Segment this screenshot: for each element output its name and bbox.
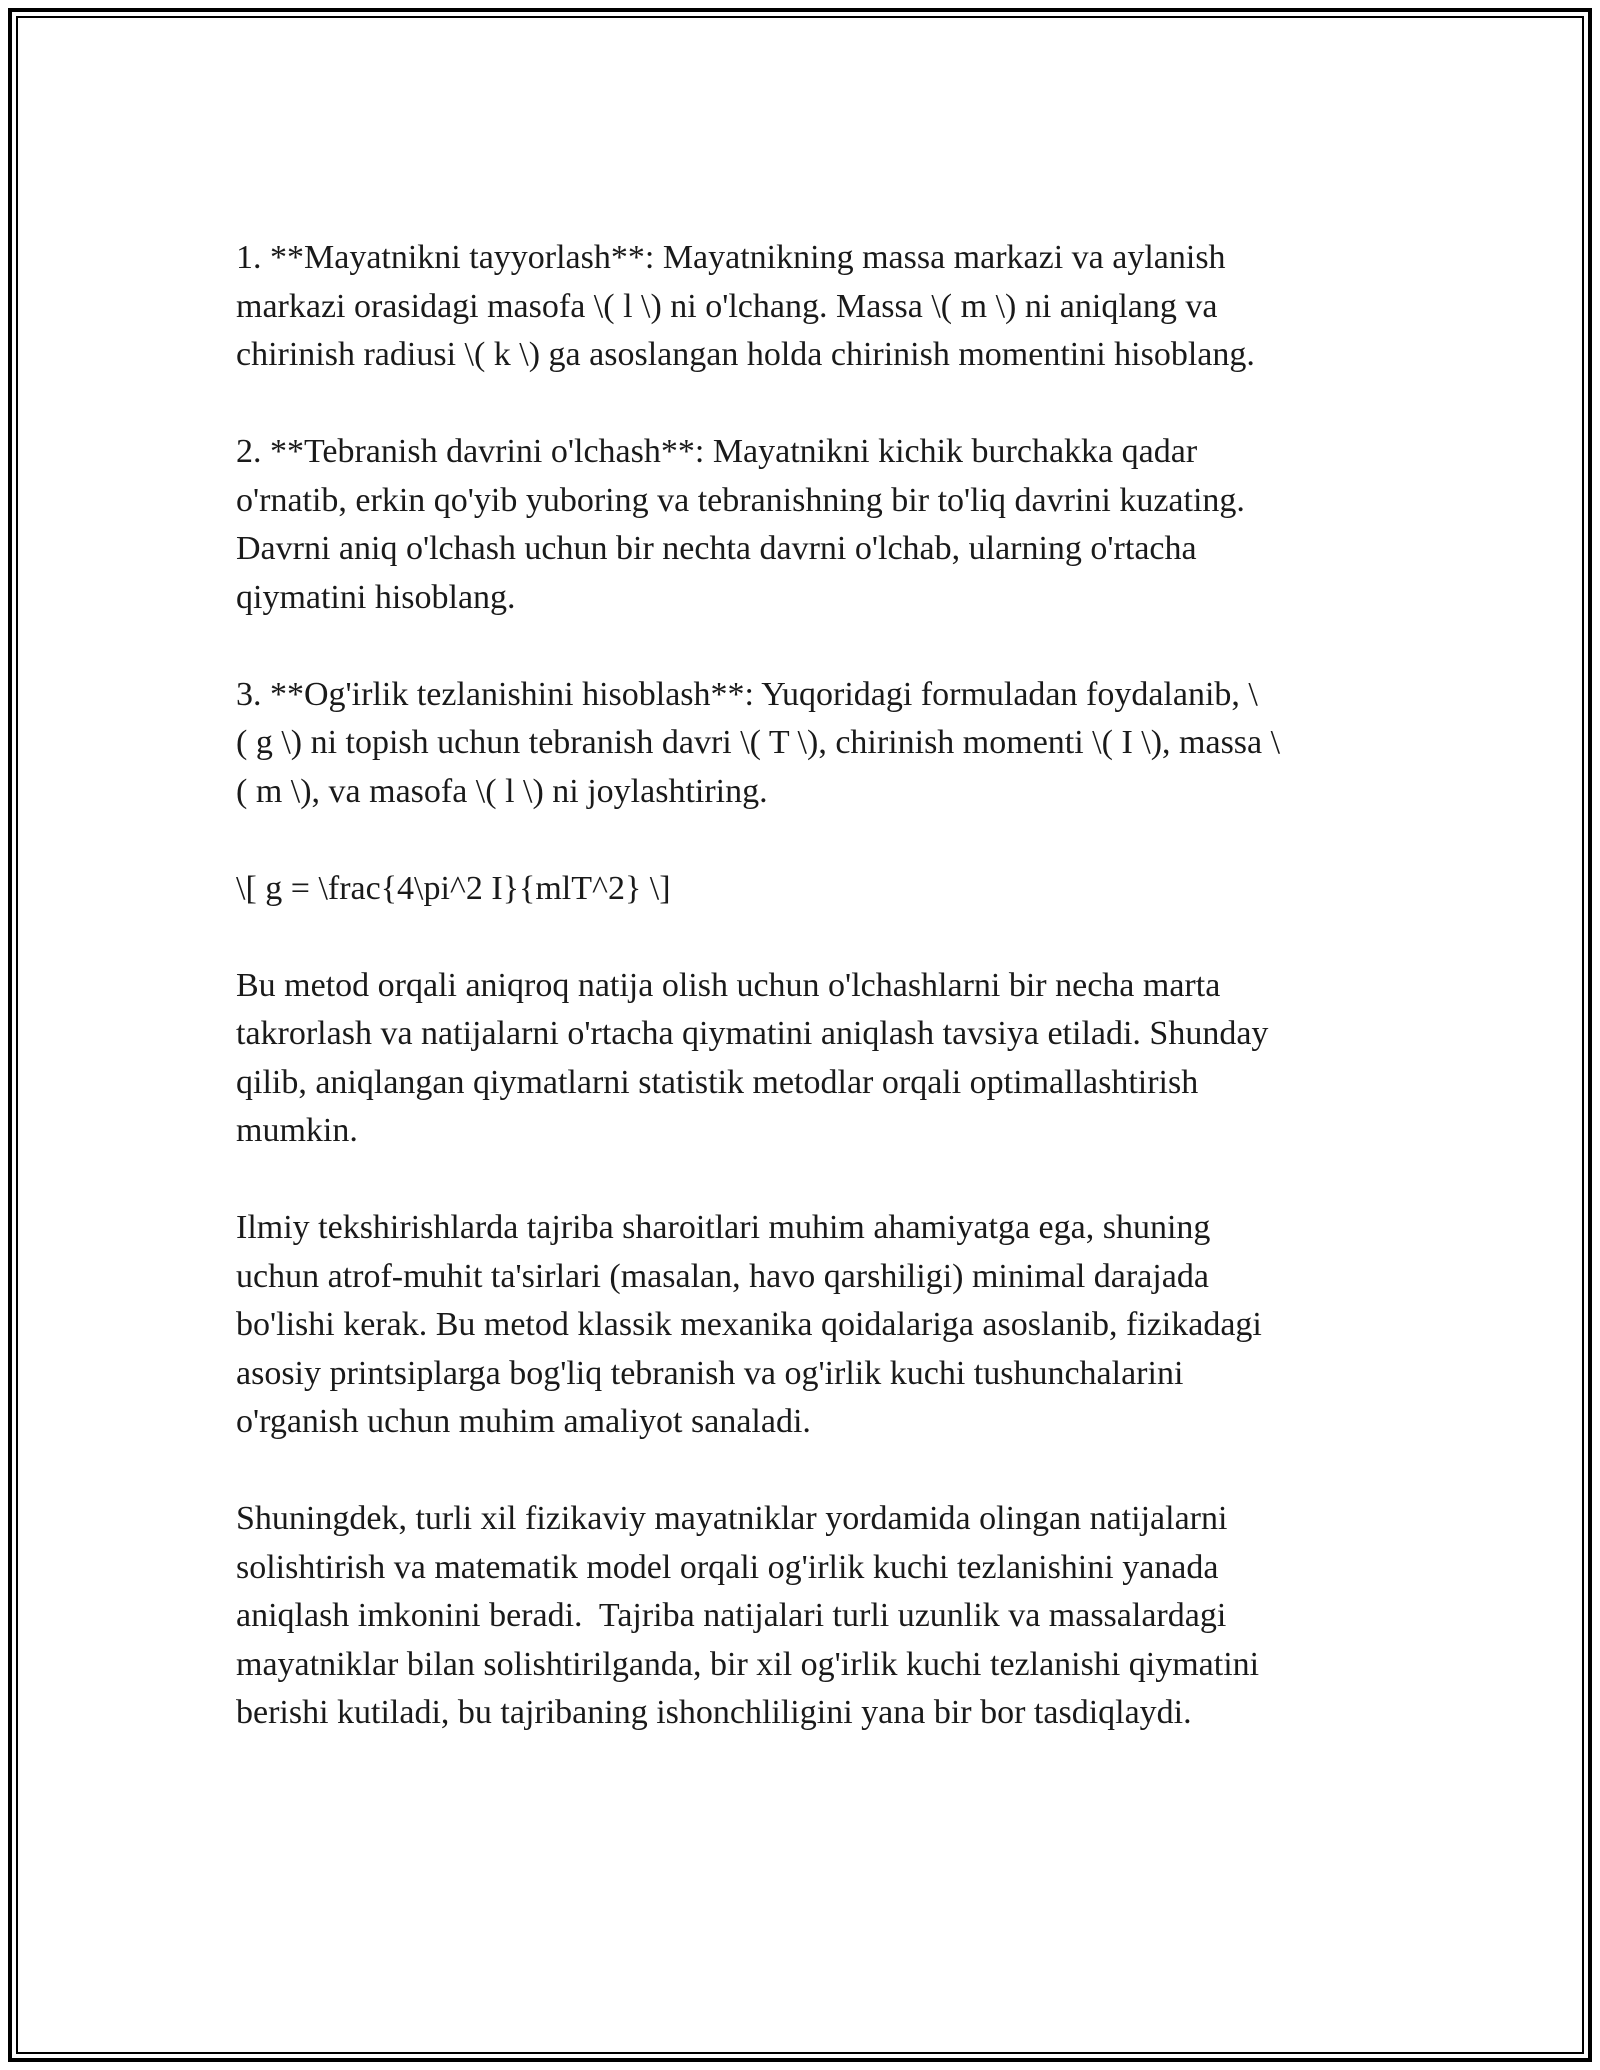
document-body	[236, 234, 1376, 1738]
paragraph-step-1: 1. **Mayatnikni tayyorlash**: Mayatnikning massa markazi va aylanish markazi orasidagi masofa \( l \) ni o'lchang. Massa \( m \) ni aniqlang va chirinish radiusi \( k \) ga asoslangan holda chirinish momentini hisoblang.	[236, 239, 1255, 373]
paragraph-conditions: Ilmiy tekshirishlarda tajriba sharoitlari muhim ahamiyatga ega, shuning uchun atrof-muhit ta'sirlari (masalan, havo qarshiligi) minimal darajada bo'lishi kerak. Bu metod klassik mexanika qoidalariga asoslanib, fizikadagi asosiy printsiplarga bog'liq tebranish va og'irlik kuchi tushunchalarini o'rganish uchun muhim amaliyot sanaladi.	[236, 1209, 1262, 1440]
paragraph-step-3: 3. **Og'irlik tezlanishini hisoblash**: Yuqoridagi formuladan foydalanib, \ ( g \) ni topish uchun tebranish davri \( T \), chirinish momenti \( I \), massa \ ( m \), va masofa \( l \) ni joylashtiring.	[236, 675, 1281, 810]
formula: \[ g = \frac{4\pi^2 I}{mlT^2} \]	[236, 869, 671, 907]
paragraph-method: Bu metod orqali aniqroq natija olish uchun o'lchashlarni bir necha marta takrorlash va natijalarni o'rtacha qiymatini aniqlash tavsiya etiladi. Shunday qilib, aniqlangan qiymatlarni statistik metodlar orqali optimallashtirish mumkin.	[236, 966, 1269, 1149]
paragraph-conclusion: Shuningdek, turli xil fizikaviy mayatniklar yordamida olingan natijalarni solishtirish va matematik model orqali og'irlik kuchi tezlanishini yanada aniqlash imkonini beradi. Tajriba natijalari turli uzunlik va massalardagi mayatniklar bilan solishtirilganda, bir xil og'irlik kuchi tezlanishi qiymatini berishi kutiladi, bu tajribaning ishonchliligini yana bir bor tasdiqlaydi.	[236, 1500, 1260, 1731]
paragraph-step-2: 2. **Tebranish davrini o'lchash**: Mayatnikni kichik burchakka qadar o'rnatib, erkin qo'yib yuboring va tebranishning bir to'liq davrini kuzating. Davrni aniq o'lchash uchun bir nechta davrni o'lchab, ularning o'rtacha qiymatini hisoblang.	[236, 433, 1245, 616]
